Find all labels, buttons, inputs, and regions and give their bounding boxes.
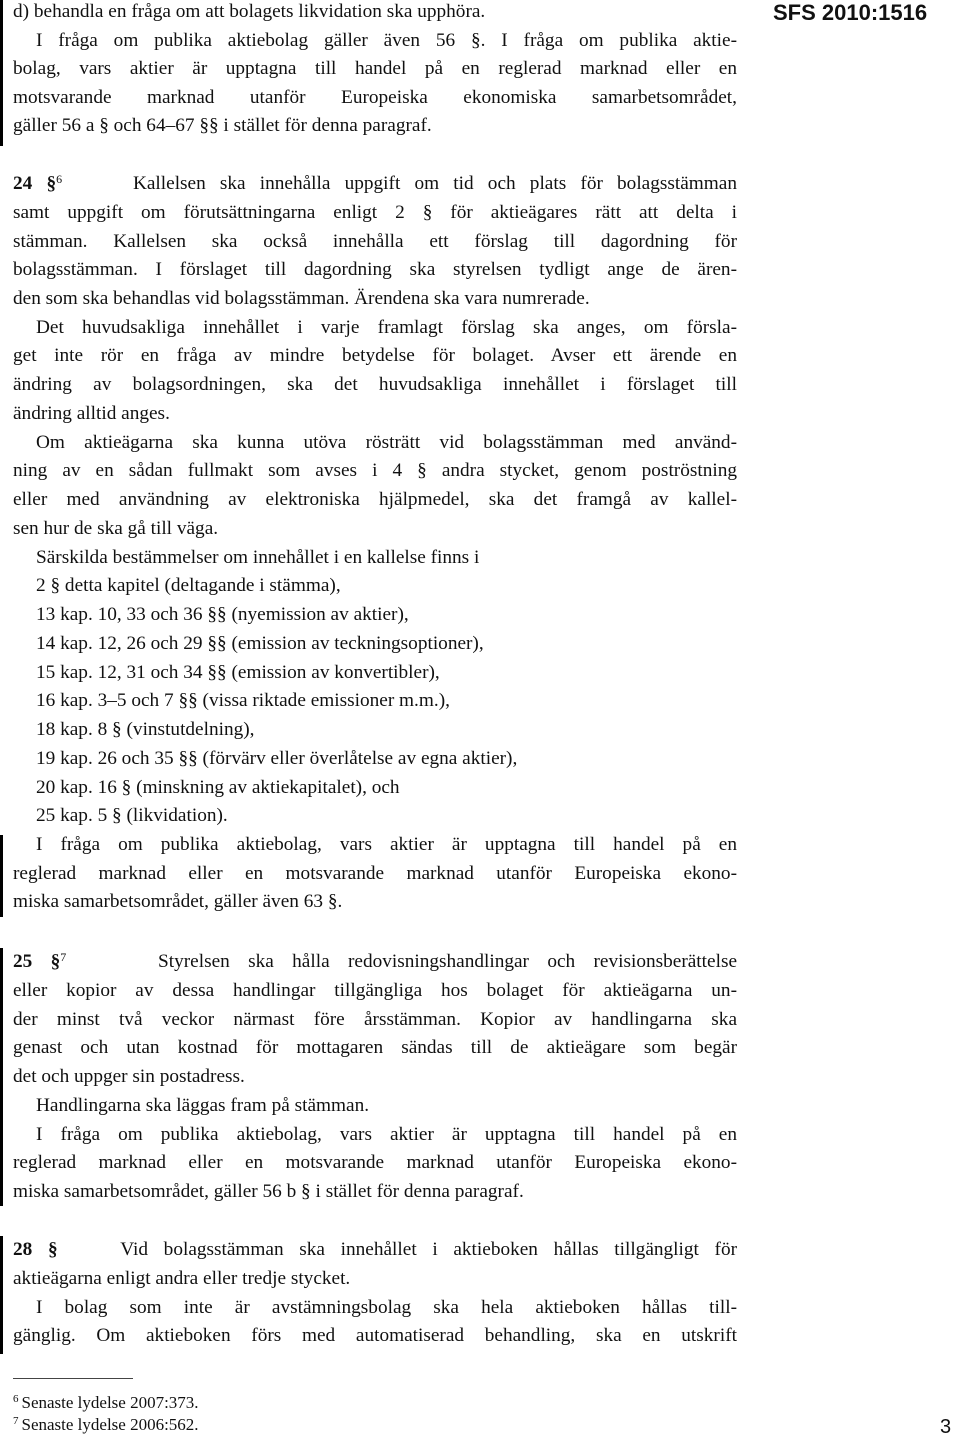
text-line: I fråga om publika aktiebolag gäller även 56 §. I fråga om publika aktie-: [36, 30, 737, 51]
text-line: Det huvudsakliga innehållet i varje framlagt förslag ska anges, om försla-: [36, 317, 737, 338]
footnote: [13, 1414, 199, 1436]
list-item: 20 kap. 16 § (minskning av aktiekapitalet), och: [36, 777, 400, 798]
text-line: I fråga om publika aktiebolag, vars aktier är upptagna till handel på en: [36, 834, 737, 855]
text-line: d) behandla en fråga om att bolagets likvidation ska upphöra.: [13, 1, 486, 22]
text-line: der minst två veckor närmast före årsstämman. Kopior av handlingarna ska: [13, 1009, 737, 1030]
change-bar-section-24-end: [0, 835, 3, 917]
text-line: Om aktieägarna ska kunna utöva rösträtt vid bolagsstämman med använd-: [36, 432, 737, 453]
text-line: bolagsstämman. I förslaget till dagordning ska styrelsen tydligt ange de ären-: [13, 259, 737, 280]
text-line: I fråga om publika aktiebolag, vars aktier är upptagna till handel på en: [36, 1124, 737, 1145]
footnote-number: 7: [13, 1415, 19, 1427]
text-line: bolag, vars aktier är upptagna till handel på en reglerad marknad eller en: [13, 58, 737, 79]
section-text: Kallelsen ska innehålla uppgift om tid och plats för bolagsstämman: [132, 173, 737, 194]
text-line: stämman. Kallelsen ska också innehålla ett förslag till dagordning för: [13, 231, 737, 252]
text-line: motsvarande marknad utanför Europeiska ekonomiska samarbetsområdet,: [13, 87, 737, 108]
text-line: den som ska behandlas vid bolagsstämman. Ärendena ska vara numrerade.: [13, 288, 590, 309]
list-item: 2 § detta kapitel (deltagande i stämma),: [36, 575, 341, 596]
text-line: Handlingarna ska läggas fram på stämman.: [36, 1095, 370, 1116]
text-line: miska samarbetsområdet, gäller 56 b § i stället för denna paragraf.: [13, 1181, 524, 1202]
text-line: Särskilda bestämmelser om innehållet i en kallelse finns i: [36, 547, 480, 568]
section-number: 24 §: [13, 173, 57, 194]
text-line: samt uppgift om förutsättningarna enligt 2 § för aktieägares rätt att delta i: [13, 202, 737, 223]
list-item: 25 kap. 5 § (likvidation).: [36, 805, 228, 826]
footnote-text: Senaste lydelse 2007:373.: [21, 1393, 199, 1412]
section-28-heading-line: [13, 1236, 737, 1264]
section-text: Vid bolagsstämman ska innehållet i aktieboken hållas tillgängligt för: [120, 1239, 738, 1260]
list-item: 19 kap. 26 och 35 §§ (förvärv eller överlåtelse av egna aktier),: [36, 748, 518, 769]
footnote-ref: 7: [60, 950, 67, 964]
text-line: aktieägarna enligt andra eller tredje stycket.: [13, 1268, 351, 1289]
footnote-text: Senaste lydelse 2006:562.: [21, 1415, 199, 1434]
footnote-ref: 6: [56, 172, 63, 186]
text-line: gänglig. Om aktieboken förs med automatiserad behandling, ska en utskrift: [13, 1325, 737, 1346]
list-item: 18 kap. 8 § (vinstutdelning),: [36, 719, 255, 740]
text-line: reglerad marknad eller en motsvarande marknad utanför Europeiska ekono-: [13, 863, 737, 884]
section-number: 25 §: [13, 951, 61, 972]
section-24-heading-line: [13, 170, 737, 198]
change-bar-section-25: [0, 948, 3, 1206]
change-bar-section-28: [0, 1236, 3, 1354]
section-text: Styrelsen ska hålla redovisningshandlingar och revisionsberättelse: [158, 951, 738, 972]
text-line: ändring av bolagsordningen, ska det huvudsakliga innehållet i förslaget till: [13, 374, 737, 395]
change-bar-top: [0, 0, 3, 146]
section-25-heading-line: [13, 948, 737, 976]
section-number: 28 §: [13, 1239, 58, 1260]
text-line: eller med användning av elektroniska hjälpmedel, ska det framgå av kallel-: [13, 489, 737, 510]
text-line: sen hur de ska gå till väga.: [13, 518, 219, 539]
text-line: ning av en sådan fullmakt som avses i 4 § andra stycket, genom poströstning: [13, 460, 737, 481]
list-item: 16 kap. 3–5 och 7 §§ (vissa riktade emissioner m.m.),: [36, 690, 450, 711]
footnote-number: 6: [13, 1393, 19, 1405]
text-line: miska samarbetsområdet, gäller även 63 §.: [13, 891, 343, 912]
text-line: det och uppger sin postadress.: [13, 1066, 245, 1087]
text-line: genast och utan kostnad för mottagaren sändas till de aktieägare som begär: [13, 1037, 737, 1058]
text-line: I bolag som inte är avstämningsbolag ska hela aktieboken hållas till-: [36, 1297, 737, 1318]
footnote-divider: [13, 1378, 133, 1379]
list-item: 13 kap. 10, 33 och 36 §§ (nyemission av aktier),: [36, 604, 409, 625]
sfs-number-header: SFS 2010:1516: [773, 0, 928, 25]
text-line: gäller 56 a § och 64–67 §§ i stället för denna paragraf.: [13, 115, 432, 136]
list-item: 14 kap. 12, 26 och 29 §§ (emission av teckningsoptioner),: [36, 633, 484, 654]
text-line: eller kopior av dessa handlingar tillgängliga hos bolaget för aktieägarna un-: [13, 980, 737, 1001]
text-line: reglerad marknad eller en motsvarande marknad utanför Europeiska ekono-: [13, 1152, 737, 1173]
text-line: ändring alltid anges.: [13, 403, 170, 424]
text-line: get inte rör en fråga av mindre betydelse för bolaget. Avser ett ärende en: [13, 345, 737, 366]
footnote: [13, 1392, 199, 1414]
page-number: 3: [940, 1416, 952, 1438]
list-item: 15 kap. 12, 31 och 34 §§ (emission av konvertibler),: [36, 662, 440, 683]
